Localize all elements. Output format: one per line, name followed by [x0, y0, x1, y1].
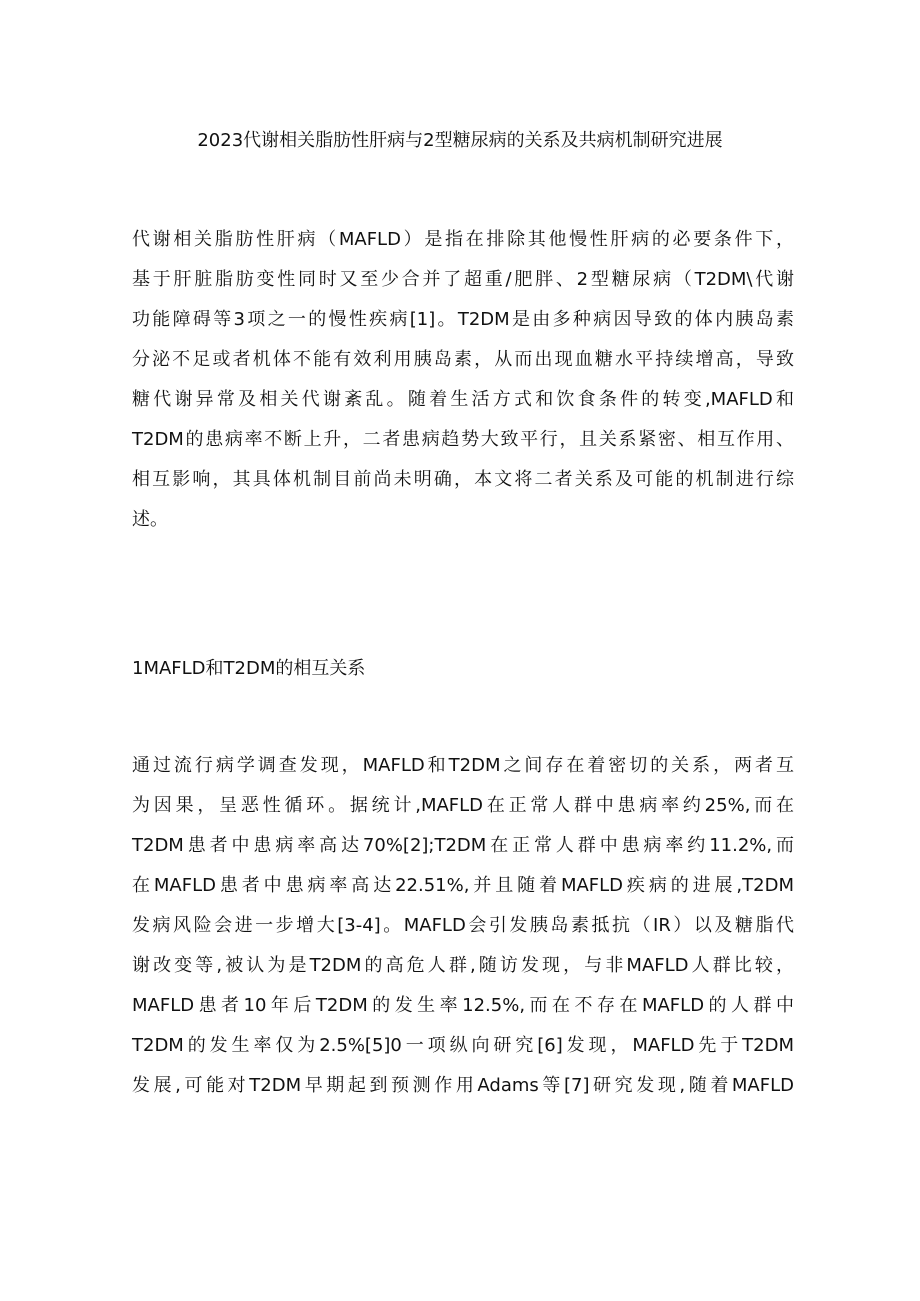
paragraph-line: 为因果，呈恶性循环。据统计,MAFLD在正常人群中患病率约25%,而在: [132, 795, 794, 816]
paragraph-line: T2DM的发生率仅为2.5%[5]0一项纵向研究[6]发现，MAFLD先于T2DM: [132, 1035, 794, 1056]
paragraph-line: T2DM的患病率不断上升，二者患病趋势大致平行，且关系紧密、相互作用、: [132, 429, 794, 450]
section1-paragraph: [132, 746, 794, 1106]
paragraph-line: 糖代谢异常及相关代谢紊乱。随着生活方式和饮食条件的转变,MAFLD和: [132, 389, 794, 410]
paragraph-line: 在MAFLD患者中患病率高达22.51%,并且随着MAFLD疾病的进展,T2DM: [132, 875, 794, 896]
document-title: 2023代谢相关脂肪性肝病与2型糖尿病的关系及共病机制研究进展: [197, 130, 723, 151]
paragraph-line: T2DM患者中患病率高达70%[2];T2DM在正常人群中患病率约11.2%,而: [132, 835, 794, 856]
paragraph-line: 述。: [132, 509, 168, 530]
intro-paragraph: [132, 220, 794, 540]
paragraph-line: 代谢相关脂肪性肝病（MAFLD）是指在排除其他慢性肝病的必要条件下，: [132, 229, 794, 250]
paragraph-line: 相互影响，其具体机制目前尚未明确，本文将二者关系及可能的机制进行综: [132, 469, 794, 490]
paragraph-line: 发展,可能对T2DM早期起到预测作用Adams等[7]研究发现,随着MAFLD: [132, 1075, 794, 1096]
paragraph-line: 分泌不足或者机体不能有效利用胰岛素，从而出现血糖水平持续增高，导致: [132, 349, 794, 370]
paragraph-line: 功能障碍等3项之一的慢性疾病[1]。T2DM是由多种病因导致的体内胰岛素: [132, 309, 794, 330]
paragraph-line: 基于肝脏脂肪变性同时又至少合并了超重/肥胖、2型糖尿病（T2DM\代谢: [132, 269, 794, 290]
paragraph-line: MAFLD患者10年后T2DM的发生率12.5%,而在不存在MAFLD的人群中: [132, 995, 794, 1016]
paragraph-line: 发病风险会进一步增大[3-4]。MAFLD会引发胰岛素抵抗（IR）以及糖脂代: [132, 915, 794, 936]
paragraph-line: 谢改变等,被认为是T2DM的高危人群,随访发现，与非MAFLD人群比较，: [132, 955, 794, 976]
section-heading: 1MAFLD和T2DM的相互关系: [132, 658, 366, 679]
paragraph-line: 通过流行病学调查发现，MAFLD和T2DM之间存在着密切的关系，两者互: [132, 755, 794, 776]
